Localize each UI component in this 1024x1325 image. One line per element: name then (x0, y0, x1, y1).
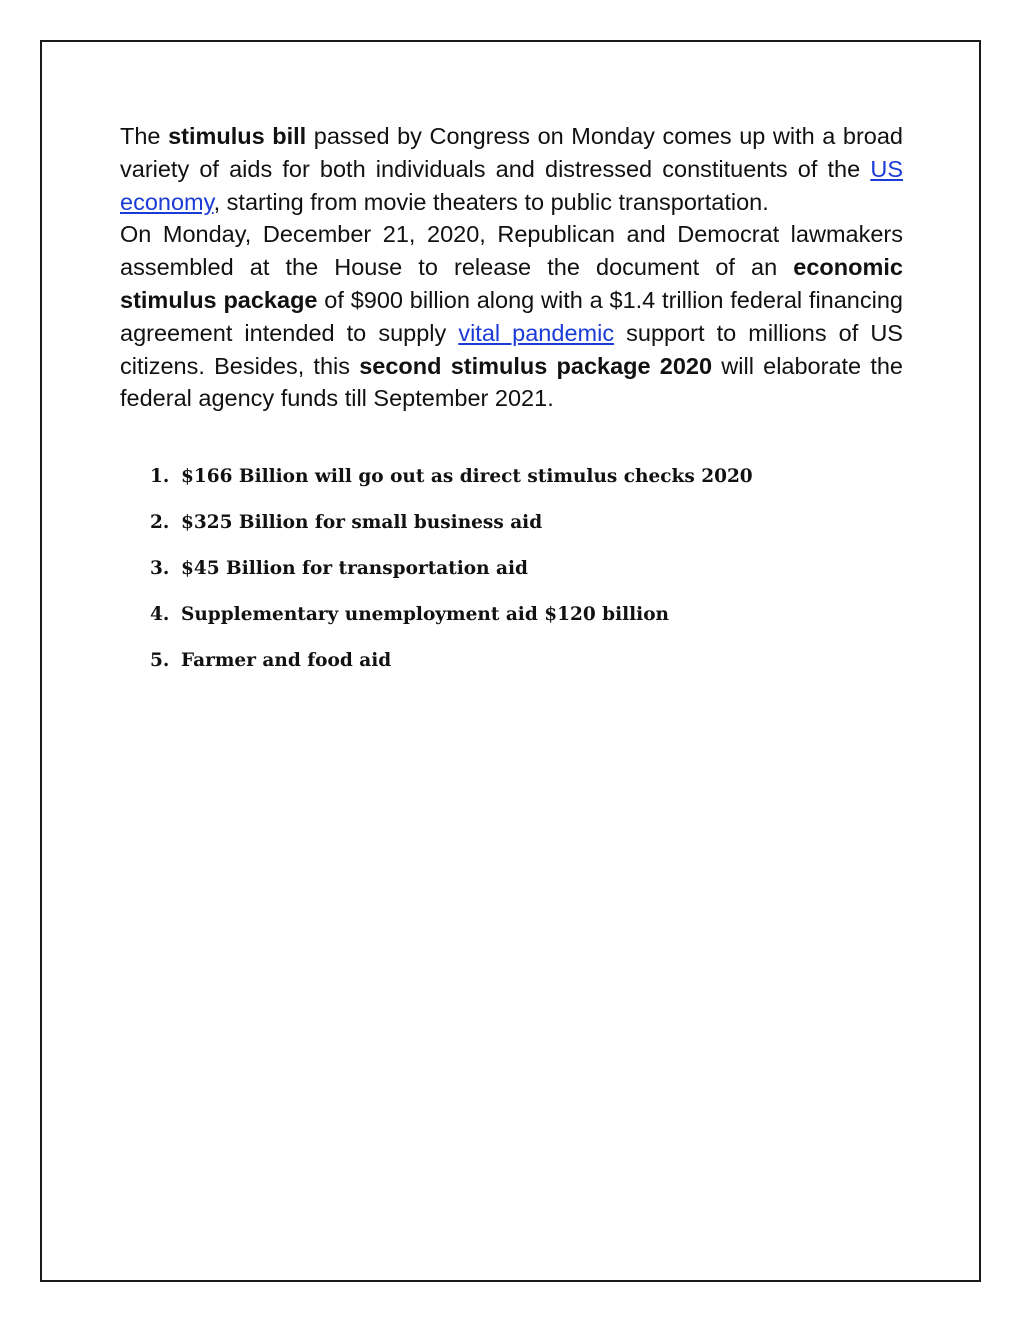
list-number: 5. (150, 650, 170, 671)
aid-list (150, 462, 753, 692)
list-item (150, 600, 753, 646)
paragraph-details: On Monday, December 21, 2020, Republican and Democrat lawmakers assembled at the House to release the document of an economic stimulus package of $900 billion along with a $1.4 trillion federal financing agreement intended to supply vital pandemic support to millions of US citizens. Besides, this second stimulus package 2020 will elaborate the federal agency funds till September 2021. (120, 221, 903, 412)
list-text: Farmer and food aid (181, 650, 392, 671)
paragraph-intro: The stimulus bill passed by Congress on Monday comes up with a broad variety of aids for both individuals and distressed constituents of the US economy, starting from movie theaters to public transportation. (120, 123, 904, 215)
article-body (120, 120, 903, 415)
bold-second-stimulus-package: second stimulus package 2020 (359, 352, 713, 379)
list-text: $166 Billion will go out as direct stimulus checks 2020 (181, 466, 753, 487)
us-economy-link[interactable]: US economy (120, 155, 903, 215)
list-text: $325 Billion for small business aid (181, 512, 543, 533)
list-item (150, 554, 753, 600)
list-number: 1. (150, 466, 170, 487)
list-number: 3. (150, 558, 170, 579)
list-text: Supplementary unemployment aid $120 billion (181, 604, 669, 625)
list-number: 4. (150, 604, 170, 625)
list-text: $45 Billion for transportation aid (181, 558, 528, 579)
bold-stimulus-bill: stimulus bill (168, 123, 307, 149)
list-item (150, 646, 753, 692)
list-item (150, 508, 753, 554)
bold-economic-stimulus-package: economic stimulus package (120, 254, 903, 313)
list-number: 2. (150, 512, 170, 533)
list-item (150, 462, 753, 508)
vital-pandemic-link[interactable]: vital pandemic (458, 319, 615, 346)
